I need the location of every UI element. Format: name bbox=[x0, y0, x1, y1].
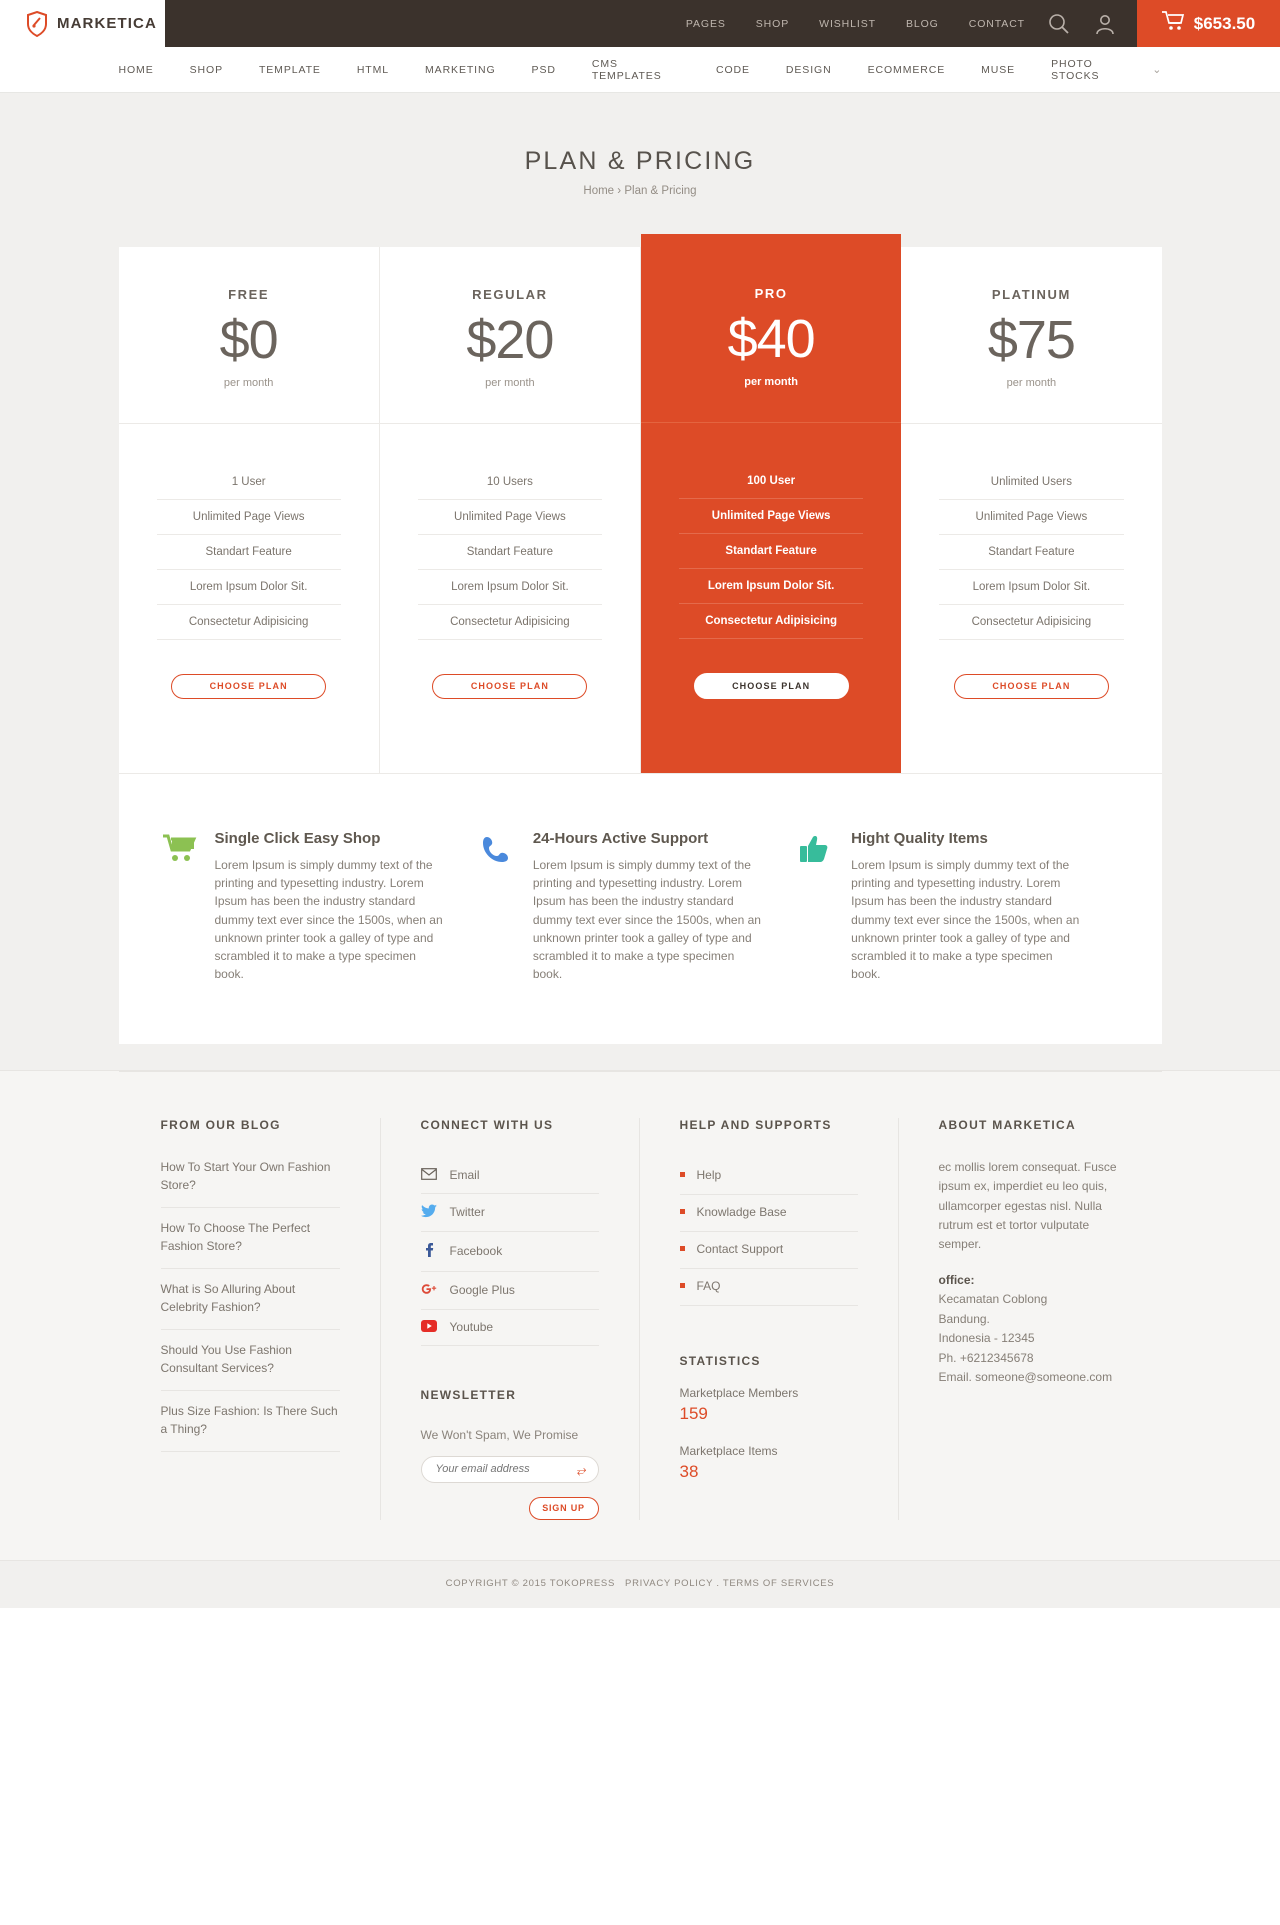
choose-plan-button-free[interactable]: CHOOSE PLAN bbox=[171, 674, 326, 699]
pricing-plan-free bbox=[119, 247, 380, 773]
nav-item-home[interactable]: HOME bbox=[118, 63, 154, 76]
breadcrumb-current: Plan & Pricing bbox=[624, 185, 697, 197]
help-link-contact-support[interactable] bbox=[680, 1232, 858, 1269]
plan-feature: Standart Feature bbox=[939, 535, 1123, 570]
blog-link[interactable]: How To Start Your Own Fashion Store? bbox=[161, 1158, 340, 1208]
plan-feature: Standart Feature bbox=[679, 534, 863, 569]
pricing-plan-platinum bbox=[901, 247, 1161, 773]
help-link-help[interactable] bbox=[680, 1158, 858, 1195]
bullet-icon bbox=[680, 1283, 685, 1288]
top-nav-item-blog[interactable]: BLOG bbox=[905, 17, 939, 30]
top-bar bbox=[0, 0, 1280, 47]
nav-item-muse[interactable]: MUSE bbox=[981, 63, 1016, 76]
plan-feature: Consectetur Adipisicing bbox=[157, 605, 341, 640]
plan-name: PLATINUM bbox=[991, 287, 1071, 302]
top-nav-item-wishlist[interactable]: WISHLIST bbox=[819, 17, 876, 30]
help-label: Help bbox=[696, 1167, 722, 1182]
chevron-down-icon[interactable]: ⌄ bbox=[1152, 64, 1162, 76]
blog-link[interactable]: Plus Size Fashion: Is There Such a Thing? bbox=[161, 1391, 340, 1452]
top-nav bbox=[165, 0, 1047, 47]
top-nav-item-pages[interactable]: PAGES bbox=[685, 17, 726, 30]
facebook-icon bbox=[421, 1242, 437, 1261]
privacy-policy-link[interactable]: PRIVACY POLICY bbox=[625, 1577, 713, 1589]
nav-item-shop[interactable]: SHOP bbox=[189, 63, 223, 76]
footer bbox=[0, 1070, 1280, 1560]
main-nav bbox=[0, 47, 1280, 93]
plan-feature: Consectetur Adipisicing bbox=[679, 604, 863, 639]
feature-single-click-easy-shop bbox=[163, 830, 481, 984]
page-title: PLAN & PRICING bbox=[524, 147, 756, 175]
footer-column-about bbox=[899, 1118, 1162, 1520]
top-icon-group bbox=[1047, 0, 1137, 47]
blog-link[interactable]: What is So Alluring About Celebrity Fashion? bbox=[161, 1269, 340, 1330]
plan-price: $20 bbox=[466, 310, 554, 370]
feature-title: Single Click Easy Shop bbox=[214, 830, 381, 847]
footer-help-title: HELP AND SUPPORTS bbox=[679, 1117, 832, 1132]
user-icon[interactable] bbox=[1093, 12, 1117, 36]
logo[interactable] bbox=[0, 0, 165, 47]
plan-header bbox=[901, 247, 1161, 424]
about-phone: Ph. +6212345678 bbox=[938, 1350, 1034, 1365]
pricing-plan-pro bbox=[641, 234, 901, 773]
footer-column-help bbox=[640, 1118, 899, 1520]
plan-header bbox=[119, 247, 379, 424]
plan-name: FREE bbox=[228, 287, 270, 302]
plan-body bbox=[901, 424, 1161, 759]
nav-item-psd[interactable]: PSD bbox=[531, 63, 556, 76]
nav-item-cms-templates[interactable]: CMS TEMPLATES bbox=[591, 57, 662, 82]
thumbs-up-icon bbox=[799, 830, 833, 984]
about-text: ec mollis lorem consequat. Fusce ipsum ex, imperdiet eu leo quis, ullamcorper egestas nisl. Nulla rutrum est et tortor vulputate semper. bbox=[938, 1159, 1117, 1252]
feature-hight-quality-items bbox=[799, 830, 1117, 984]
terms-of-services-link[interactable]: TERMS OF SERVICES bbox=[722, 1577, 835, 1589]
nav-item-code[interactable]: CODE bbox=[715, 63, 750, 76]
plan-name: REGULAR bbox=[472, 287, 548, 302]
breadcrumb bbox=[0, 185, 1280, 197]
cart-button[interactable] bbox=[1137, 0, 1280, 47]
plan-header bbox=[641, 234, 901, 423]
social-link-youtube[interactable] bbox=[421, 1310, 599, 1346]
copyright-text: COPYRIGHT © 2015 TOKOPRESS bbox=[445, 1577, 615, 1589]
plan-name: PRO bbox=[754, 286, 788, 301]
social-link-email[interactable] bbox=[421, 1158, 599, 1194]
plan-body bbox=[641, 423, 901, 773]
social-label: Twitter bbox=[449, 1205, 485, 1220]
pricing-section bbox=[0, 247, 1280, 1070]
social-link-facebook[interactable] bbox=[421, 1232, 599, 1272]
about-address-line-2: Bandung. bbox=[938, 1311, 990, 1326]
choose-plan-button-regular[interactable]: CHOOSE PLAN bbox=[432, 674, 587, 699]
send-arrow-icon[interactable]: ⥂ bbox=[576, 1462, 587, 1477]
shopping-cart-icon bbox=[163, 830, 197, 984]
stat-value-members: 159 bbox=[679, 1403, 708, 1423]
choose-plan-button-platinum[interactable]: CHOOSE PLAN bbox=[954, 674, 1109, 699]
social-label: Email bbox=[449, 1168, 480, 1183]
bullet-icon bbox=[680, 1172, 685, 1177]
plan-feature: 1 User bbox=[157, 470, 341, 500]
about-email: Email. someone@someone.com bbox=[938, 1370, 1113, 1385]
newsletter-subtitle: We Won't Spam, We Promise bbox=[420, 1427, 579, 1442]
help-label: Contact Support bbox=[696, 1241, 784, 1256]
footer-column-blog bbox=[119, 1118, 381, 1520]
top-nav-item-contact[interactable]: CONTACT bbox=[968, 17, 1025, 30]
cart-total: $653.50 bbox=[1193, 13, 1256, 33]
plan-feature: Lorem Ipsum Dolor Sit. bbox=[157, 570, 341, 605]
footer-blog-title: FROM OUR BLOG bbox=[160, 1117, 281, 1132]
breadcrumb-home[interactable]: Home bbox=[583, 185, 615, 197]
bullet-icon bbox=[680, 1209, 685, 1214]
nav-item-html[interactable]: HTML bbox=[356, 63, 390, 76]
feature-24-hours-active-support bbox=[481, 830, 799, 984]
search-icon[interactable] bbox=[1047, 12, 1071, 36]
feature-title: 24-Hours Active Support bbox=[532, 830, 709, 847]
stat-label-members: Marketplace Members bbox=[679, 1385, 799, 1400]
plan-feature: Unlimited Users bbox=[939, 470, 1123, 500]
footer-newsletter-title: NEWSLETTER bbox=[420, 1387, 517, 1402]
footer-about-title: ABOUT MARKETICA bbox=[938, 1117, 1076, 1132]
nav-item-design[interactable]: DESIGN bbox=[785, 63, 832, 76]
twitter-icon bbox=[421, 1204, 437, 1221]
plan-price: $75 bbox=[987, 310, 1075, 370]
plan-period: per month bbox=[485, 377, 535, 389]
footer-column-connect bbox=[381, 1118, 640, 1520]
plan-feature: Lorem Ipsum Dolor Sit. bbox=[418, 570, 602, 605]
nav-item-photo-stocks[interactable]: PHOTO STOCKS bbox=[1051, 57, 1100, 82]
plan-feature: Unlimited Page Views bbox=[939, 500, 1123, 535]
copyright-bar bbox=[0, 1560, 1280, 1608]
shield-logo-icon bbox=[26, 11, 48, 37]
pricing-panel bbox=[119, 247, 1162, 1044]
stat-label-items: Marketplace Items bbox=[679, 1443, 778, 1458]
plan-feature: 10 Users bbox=[418, 470, 602, 500]
bullet-icon bbox=[680, 1246, 685, 1251]
social-link-google-plus[interactable] bbox=[421, 1272, 599, 1310]
help-link-knowladge-base[interactable] bbox=[680, 1195, 858, 1232]
plan-price: $0 bbox=[219, 310, 278, 370]
plan-header bbox=[380, 247, 640, 424]
social-label: Google Plus bbox=[449, 1283, 515, 1298]
email-icon bbox=[421, 1168, 437, 1183]
footer-connect-title: CONNECT WITH US bbox=[420, 1117, 554, 1132]
pricing-plans bbox=[119, 247, 1162, 773]
plan-feature: Standart Feature bbox=[418, 535, 602, 570]
plan-feature: Lorem Ipsum Dolor Sit. bbox=[939, 570, 1123, 605]
help-link-faq[interactable] bbox=[680, 1269, 858, 1306]
plan-feature: Unlimited Page Views bbox=[157, 500, 341, 535]
copyright-separator: . bbox=[716, 1577, 720, 1589]
nav-item-template[interactable]: TEMPLATE bbox=[258, 63, 321, 76]
feature-text: Lorem Ipsum is simply dummy text of the printing and typesetting industry. Lorem Ipsum has been the industry standard dummy text ever since the 1500s, when an unknown printer took a galley of type and scrambled it to make a type specimen book. bbox=[851, 858, 1080, 982]
cart-icon bbox=[1162, 11, 1184, 36]
nav-item-ecommerce[interactable]: ECOMMERCE bbox=[867, 63, 946, 76]
plan-period: per month bbox=[1006, 377, 1057, 389]
plan-feature: Unlimited Page Views bbox=[679, 499, 863, 534]
feature-title: Hight Quality Items bbox=[851, 830, 988, 847]
plan-feature: Consectetur Adipisicing bbox=[939, 605, 1123, 640]
social-link-twitter[interactable] bbox=[421, 1194, 599, 1232]
plan-price: $40 bbox=[727, 309, 815, 369]
blog-link[interactable]: Should You Use Fashion Consultant Services? bbox=[161, 1330, 340, 1391]
social-label: Youtube bbox=[449, 1320, 494, 1335]
phone-icon bbox=[481, 830, 515, 984]
about-office-label: office: bbox=[938, 1272, 975, 1287]
top-nav-item-shop[interactable]: SHOP bbox=[755, 17, 790, 30]
nav-item-marketing[interactable]: MARKETING bbox=[425, 63, 496, 76]
newsletter-email-input[interactable] bbox=[421, 1456, 599, 1483]
pricing-plan-regular bbox=[380, 247, 641, 773]
youtube-icon bbox=[421, 1320, 437, 1335]
about-address-line-3: Indonesia - 12345 bbox=[938, 1331, 1035, 1346]
plan-period: per month bbox=[744, 376, 799, 388]
plan-feature: Consectetur Adipisicing bbox=[418, 605, 602, 640]
plan-feature: Unlimited Page Views bbox=[418, 500, 602, 535]
plan-period: per month bbox=[223, 377, 274, 389]
features-row bbox=[119, 773, 1162, 1044]
google-plus-icon bbox=[421, 1282, 437, 1299]
plan-feature: Standart Feature bbox=[157, 535, 341, 570]
page-header bbox=[0, 93, 1280, 247]
stat-value-items: 38 bbox=[679, 1461, 699, 1481]
blog-link[interactable]: How To Choose The Perfect Fashion Store? bbox=[161, 1208, 340, 1269]
feature-text: Lorem Ipsum is simply dummy text of the printing and typesetting industry. Lorem Ipsum has been the industry standard dummy text ever since the 1500s, when an unknown printer took a galley of type and scrambled it to make a type specimen book. bbox=[532, 858, 761, 982]
logo-text: MARKETICA bbox=[57, 15, 157, 32]
plan-feature: Lorem Ipsum Dolor Sit. bbox=[679, 569, 863, 604]
plan-body bbox=[380, 424, 640, 759]
social-label: Facebook bbox=[449, 1244, 503, 1259]
feature-text: Lorem Ipsum is simply dummy text of the printing and typesetting industry. Lorem Ipsum has been the industry standard dummy text ever since the 1500s, when an unknown printer took a galley of type and scrambled it to make a type specimen book. bbox=[214, 858, 443, 982]
help-label: Knowladge Base bbox=[696, 1204, 787, 1219]
about-address-line-1: Kecamatan Coblong bbox=[938, 1292, 1048, 1307]
newsletter-signup-button[interactable]: SIGN UP bbox=[529, 1497, 599, 1520]
footer-statistics-title: STATISTICS bbox=[679, 1353, 761, 1368]
help-label: FAQ bbox=[696, 1278, 721, 1293]
plan-feature: 100 User bbox=[679, 469, 863, 499]
breadcrumb-separator: › bbox=[617, 185, 622, 197]
plan-body bbox=[119, 424, 379, 759]
choose-plan-button-pro[interactable]: CHOOSE PLAN bbox=[694, 673, 849, 699]
